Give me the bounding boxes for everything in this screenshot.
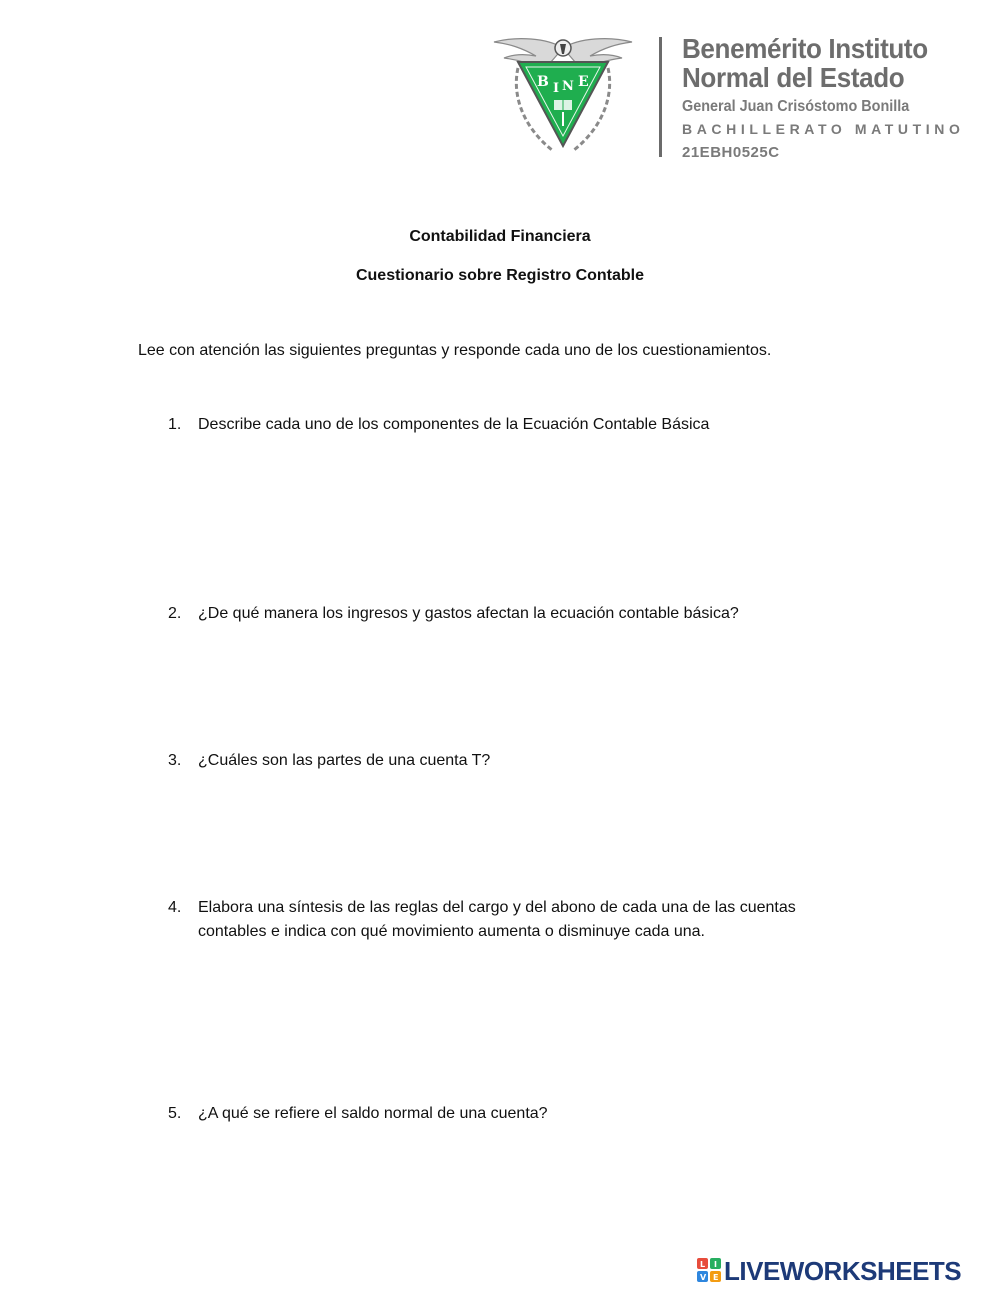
question-text: ¿De qué manera los ingresos y gastos afectan la ecuación contable básica? [198, 605, 739, 622]
liveworksheets-brand: LIVEWORKSHEETS [724, 1256, 962, 1286]
page-header [0, 0, 1000, 180]
svg-text:N: N [562, 79, 574, 94]
liveworksheets-logo[interactable] [697, 1256, 997, 1286]
question-text: Describe cada uno de los componentes de la Ecuación Contable Básica [198, 416, 710, 433]
header-divider [659, 37, 662, 157]
question-text: ¿Cuáles son las partes de una cuenta T? [198, 752, 491, 769]
svg-text:I: I [714, 1260, 717, 1269]
question-number: 3. [168, 752, 182, 769]
liveworksheets-badge-icon [697, 1258, 721, 1282]
course-title: Contabilidad Financiera [409, 228, 591, 245]
institution-subtitle: General Juan Crisóstomo Bonilla [682, 98, 910, 115]
document-title: Cuestionario sobre Registro Contable [355, 267, 645, 284]
question-text: ¿A qué se refiere el saldo normal de una cuenta? [198, 1105, 548, 1122]
institution-name: Benemérito Instituto Normal del Estado [682, 33, 928, 93]
svg-text:V: V [700, 1273, 707, 1282]
institution-crest-logo [492, 34, 634, 158]
question-number: 2. [168, 605, 182, 622]
svg-text:B: B [537, 74, 549, 90]
institution-code: 21EBH0525C [682, 144, 780, 161]
question-number: 4. [168, 899, 182, 916]
svg-text:E: E [578, 74, 589, 90]
instructions-text: Lee con atención las siguientes preguntas y responde cada uno de los cuestionamientos. [138, 342, 772, 359]
svg-text:L: L [700, 1260, 706, 1269]
question-number: 5. [168, 1105, 182, 1122]
question-text: Elabora una síntesis de las reglas del cargo y del abono de cada una de las cuentas contables e indica con qué movimiento aumenta o disminuye cada una. [198, 899, 796, 940]
institution-level: BACHILLERATO MATUTINO [682, 121, 965, 137]
svg-text:I: I [553, 81, 560, 96]
svg-text:E: E [713, 1273, 719, 1282]
question-number: 1. [168, 416, 182, 433]
